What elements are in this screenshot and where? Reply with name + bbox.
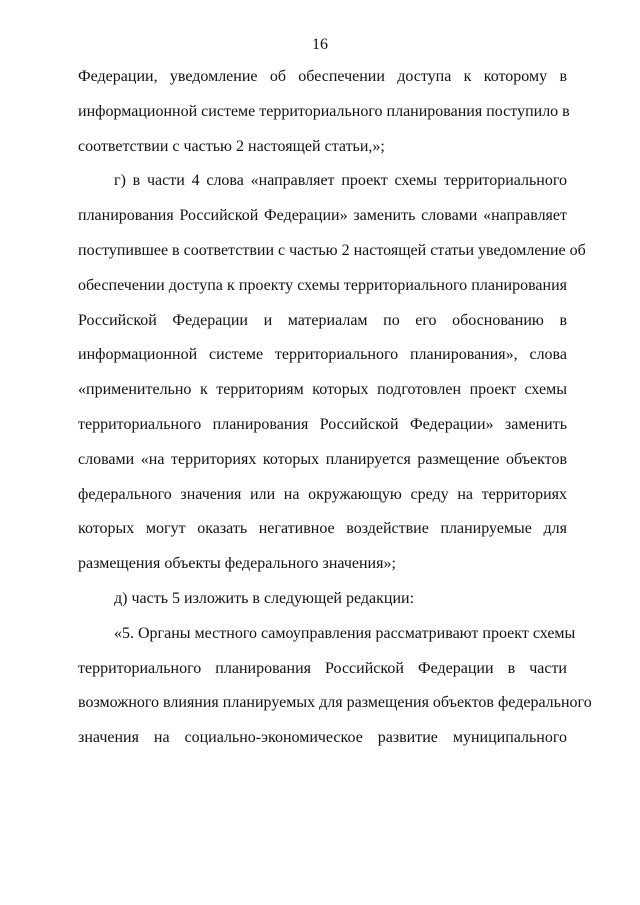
text-line: информационной системе территориального планирования», слова — [78, 346, 567, 364]
text-line: федерального значения или на окружающую среду на территориях — [78, 485, 567, 503]
text-line: словами «на территориях которых планируется размещение объектов — [78, 450, 567, 468]
text-line: «применительно к территориям которых подготовлен проект схемы — [78, 381, 567, 399]
text-line: территориального планирования Российской Федерации» заменить — [78, 415, 567, 433]
text-line: значения на социально-экономическое развитие муниципального — [78, 729, 567, 747]
text-line: информационной системе территориального планирования поступило в — [78, 102, 570, 120]
paragraph-quote-5 — [78, 617, 592, 756]
paragraph-item-d — [78, 582, 567, 617]
text-line: г) в части 4 слова «направляет проект схемы территориального — [114, 172, 567, 190]
paragraph-continuation — [78, 60, 570, 164]
text-line: поступившее в соответствии с частью 2 настоящей статьи уведомление об — [78, 241, 586, 259]
text-line: планирования Российской Федерации» заменить словами «направляет — [78, 207, 567, 225]
text-line: обеспечении доступа к проекту схемы территориального планирования — [78, 276, 567, 294]
page-number: 16 — [312, 36, 328, 53]
text-line: Федерации, уведомление об обеспечении доступа к которому в — [78, 68, 567, 85]
text-line: соответствии с частью 2 настоящей статьи,»; — [78, 137, 385, 155]
text-line: размещения объекты федерального значения»; — [78, 555, 396, 573]
text-line: возможного влияния планируемых для размещения объектов федерального — [78, 694, 592, 712]
text-line: «5. Органы местного самоуправления рассматривают проект схемы — [114, 624, 576, 642]
text-line: д) часть 5 изложить в следующей редакции: — [114, 589, 415, 607]
text-line: которых могут оказать негативное воздействие планируемые для — [78, 520, 567, 538]
text-line: Российской Федерации и материалам по его обоснованию в — [78, 311, 567, 329]
document-body — [78, 60, 592, 756]
text-line: территориального планирования Российской Федерации в части — [78, 659, 567, 677]
paragraph-item-g — [78, 164, 586, 582]
